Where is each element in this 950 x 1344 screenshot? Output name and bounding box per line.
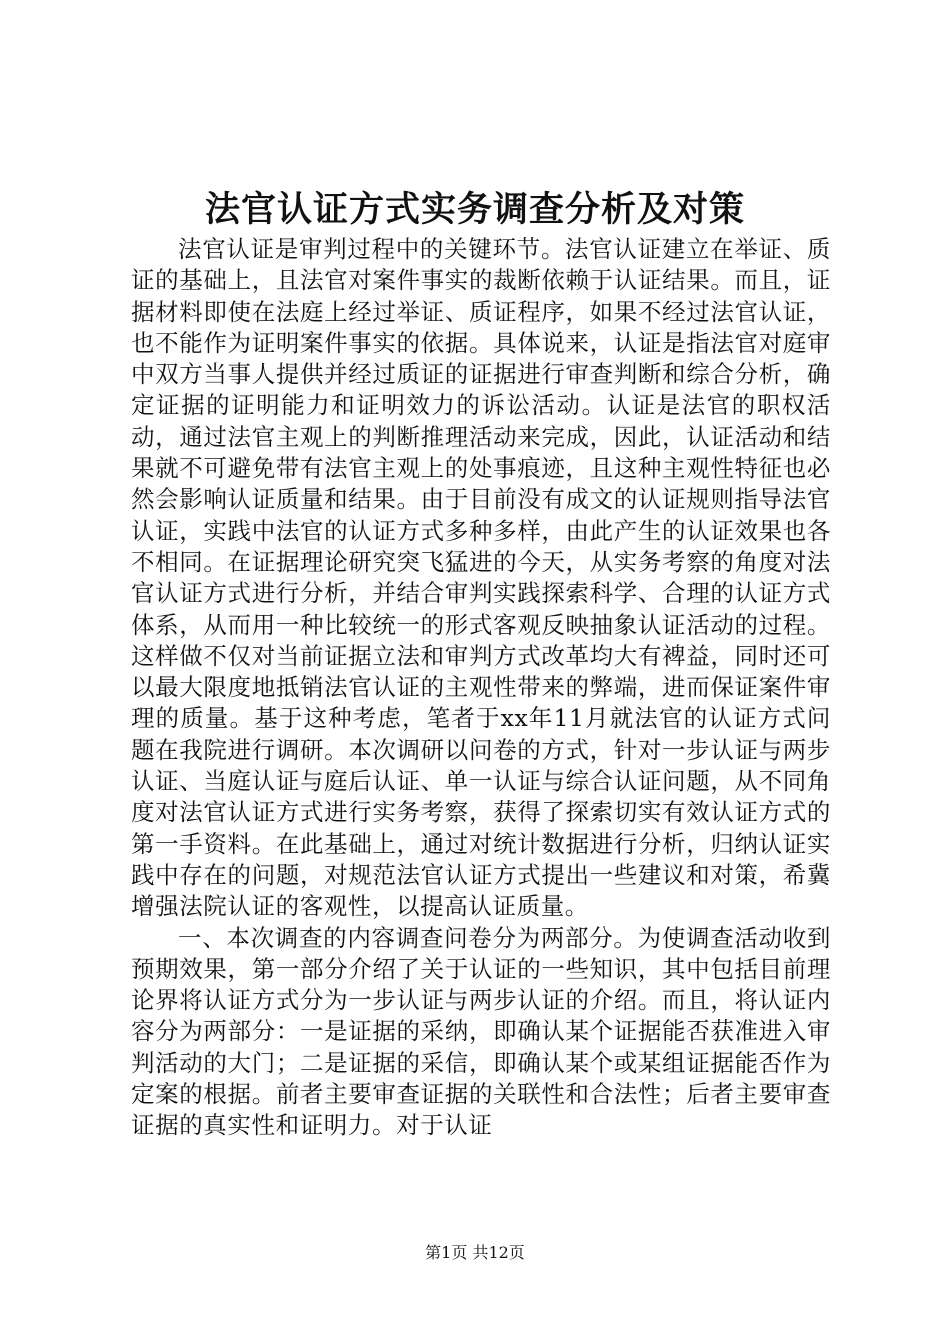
- document-title: 法官认证方式实务调查分析及对策: [204, 189, 745, 230]
- paragraph-intro: 法官认证是审判过程中的关键环节。法官认证建立在举证、质证的基础上，且法官对案件事实的裁断依赖于认证结果。而且，证据材料即使在法庭上经过举证、质证程序，如果不经过法官认证，也不能作为证明案件事实的依据。具体说来，认证是指法官对庭审中双方当事人提供并经过质证的证据进行审查判断和综合分析，确定证据的证明能力和证明效力的诉讼活动。认证是法官的职权活动，通过法官主观上的判断推理活动来完成，因此，认证活动和结果就不可避免带有法官主观上的处事痕迹，且这种主观性特征也必然会影响认证质量和结果。由于目前没有成文的认证规则指导法官认证，实践中法官的认证方式多种多样，由此产生的认证效果也各不相同。在证据理论研究突飞猛进的今天，从实务考察的角度对法官认证方式进行分析，并结合审判实践探索科学、合理的认证方式体系，从而用一种比较统一的形式客观反映抽象认证活动的过程。这样做不仅对当前证据立法和审判方式改革均大有裨益，同时还可以最大限度地抵销法官认证的主观性带来的弊端，进而保证案件审理的质量。基于这种考虑，笔者于xx年11月就法官的认证方式问题在我院进行调研。本次调研以问卷的方式，针对一步认证与两步认证、当庭认证与庭后认证、单一认证与综合认证问题，从不同角度对法官认证方式进行实务考察，获得了探索切实有效认证方式的第一手资料。在此基础上，通过对统计数据进行分析，归纳认证实践中存在的问题，对规范法官认证方式提出一些建议和对策，希冀增强法院认证的客观性，以提高认证质量。: [131, 235, 831, 921]
- paragraph-section-one: 一、本次调查的内容调查问卷分为两部分。为使调查活动收到预期效果，第一部分介绍了关于认证的一些知识，其中包括目前理论界将认证方式分为一步认证与两步认证的介绍。而且，将认证内容分为两部分：一是证据的采纳，即确认某个证据能否获准进入审判活动的大门；二是证据的采信，即确认某个或某组证据能否作为定案的根据。前者主要审查证据的关联性和合法性；后者主要审查证据的真实性和证明力。对于认证: [131, 923, 831, 1140]
- page-footer: 第1页 共12页: [425, 1243, 525, 1262]
- document-body: [131, 234, 831, 1142]
